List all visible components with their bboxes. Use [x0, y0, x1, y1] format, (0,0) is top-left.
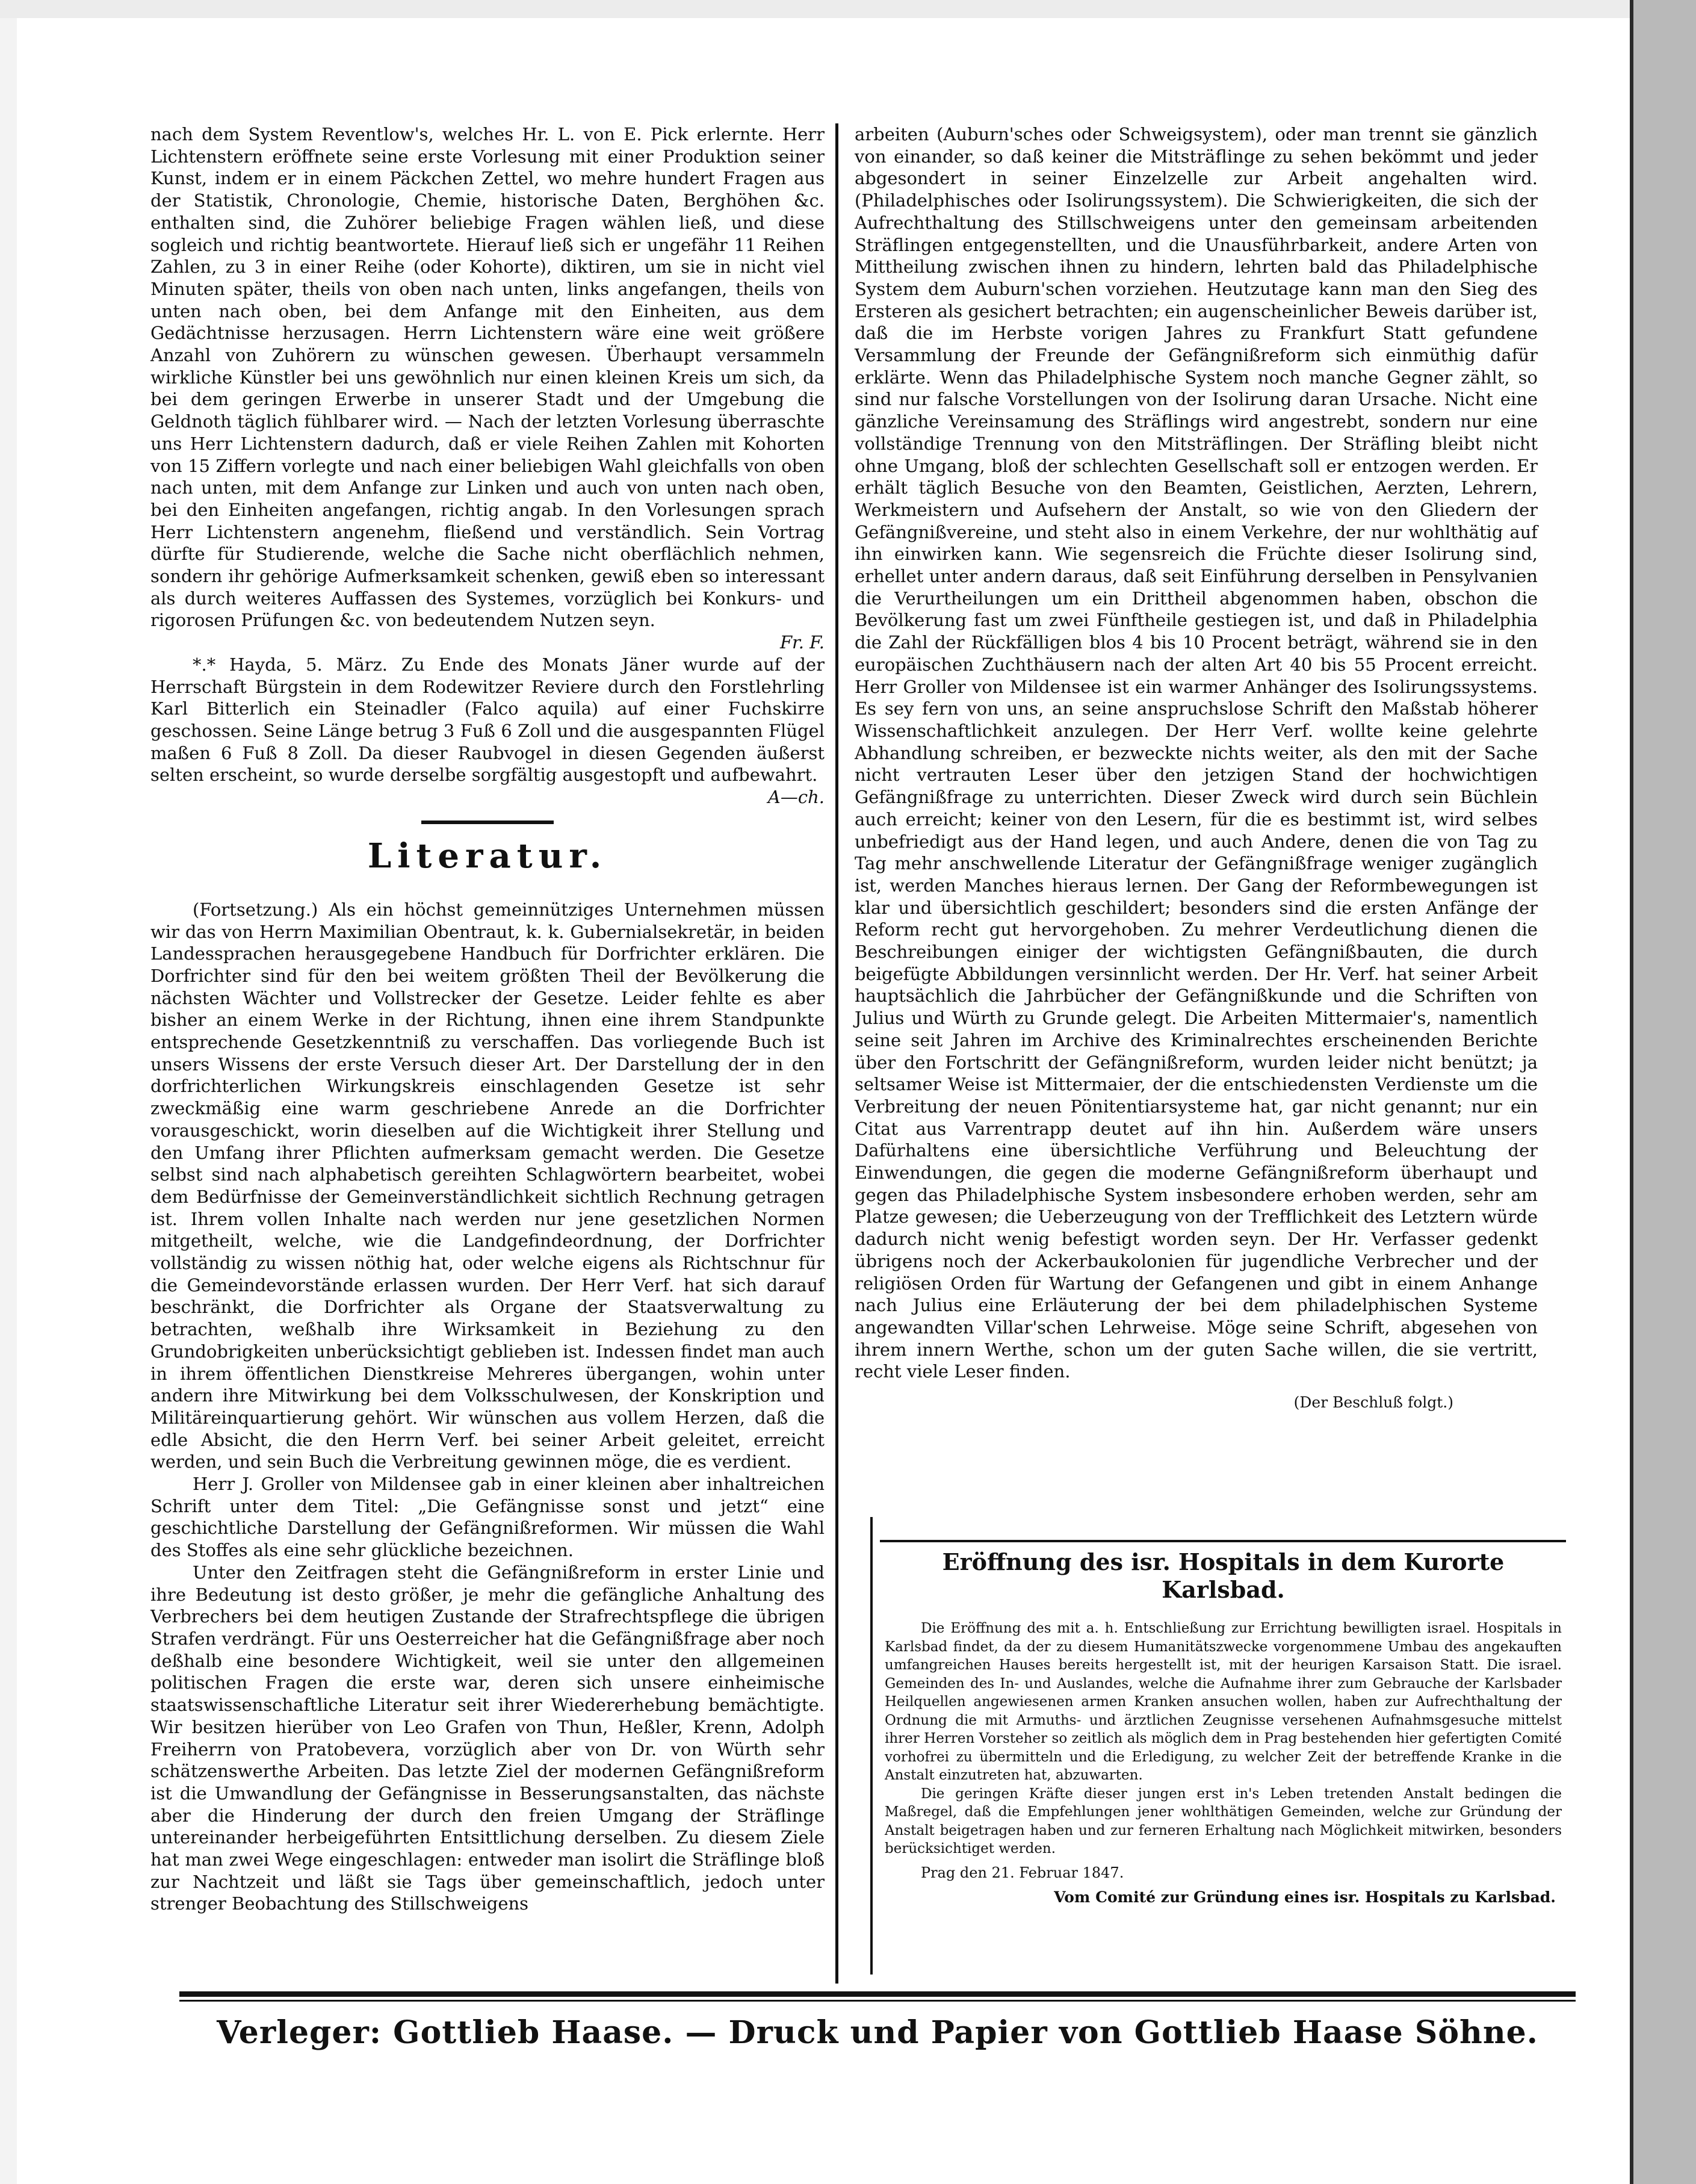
notice-paragraph: Die geringen Kräfte dieser jungen erst in's Leben tretenden Anstalt bedingen die Maßregel, daß die Empfehlungen jener wohlthätigen Gemeinden, welche zur Gründung der Anstalt beigetragen haben und zur ferneren Erhaltung nach Möglichkeit mitwirken, besonders berücksichtiget werden.	[885, 1785, 1562, 1857]
notice-left-rule	[870, 1517, 873, 1975]
hospital-notice	[885, 1548, 1562, 1906]
footer-rule-thick	[179, 1991, 1576, 1997]
article-continuation: nach dem System Reventlow's, welches Hr. L. von E. Pick erlernte. Herr Lichtenstern eröffnete seine erste Vorlesung mit einer Produktion seiner Kunst, indem er in einem Päckchen Zettel, wo mehre hundert Fragen aus der Statistik, Chronologie, Chemie, historische Daten, Berghöhen &c. enthalten sind, die Zuhörer beliebige Fragen wählen ließ, und diese sogleich und richtig beantwortete. Hierauf ließ sich er ungefähr 11 Reihen Zahlen, zu 3 in einer Reihe (oder Kohorte), diktiren, um sie in nicht viel Minuten später, theils von oben nach unten, links angefangen, theils von unten nach oben, bei dem Anfange mit den Einheiten, aus dem Gedächtnisse herzusagen. Herrn Lichtenstern wäre eine weit größere Anzahl von Zuhörern zu wünschen gewesen. Überhaupt versammeln wirkliche Künstler bei uns gewöhnlich nur einen kleinen Kreis um sich, da bei dem geringen Erwerbe in unserer Stadt und der Umgebung die Geldnoth täglich fühlbarer wird. — Nach der letzten Vorlesung überraschte uns Herr Lichtenstern dadurch, daß er viele Reihen Zahlen mit Kohorten von 15 Ziffern vorlegte und nach einer beliebigen Wahl gleichfalls von oben nach unten, mit dem Anfange zur Linken und auch von unten nach oben, bei den Einheiten angefangen, richtig angab. In den Vorlesungen sprach Herr Lichtenstern angenehm, fließend und verständlich. Sein Vortrag dürfte für Studierende, welche die Sache nicht oberflächlich nehmen, sondern ihr gehörige Aufmerksamkeit schenken, gewiß eben so interessant als durch weiteres Auffassen des Systemes, vorzüglich bei Konkurs- und rigorosen Prüfungen &c. von bedeutendem Nutzen seyn.	[150, 124, 825, 631]
scan-right-margin	[1630, 0, 1696, 2184]
literatur-continuation: arbeiten (Auburn'sches oder Schweigsystem), oder man trennt sie gänzlich von einander, so daß keiner die Mitsträflinge zu sehen bekömmt und jeder abgesondert in seiner Einzelzelle zur Arbeit angehalten wird. (Philadelphisches oder Isolirungssystem). Die Schwierigkeiten, die sich der Aufrechthaltung des Stillschweigens unter den gemeinsam arbeitenden Sträflingen entgegenstellten, und die Unausführbarkeit, andere Arten von Mittheilung zwischen ihnen zu hindern, lehrten bald das Philadelphische System dem Auburn'schen vorziehen. Heutzutage kann man den Sieg des Ersteren als gesichert betrachten; ein augenscheinlicher Beweis darüber ist, daß die im Herbste vorigen Jahres zu Frankfurt Statt gefundene Versammlung der Freunde der Gefängnißreform sich einmüthig dafür erklärte. Wenn das Philadelphische System noch manche Gegner zählt, so sind nur falsche Vorstellungen von der Isolirung daran Ursache. Nicht eine gänzliche Vereinsamung des Sträflings wird angestrebt, sondern nur eine vollständige Trennung von den Mitsträflingen. Der Sträfling bleibt nicht ohne Umgang, bloß der schlechten Gesellschaft soll er entzogen werden. Er erhält täglich Besuche von den Beamten, Geistlichen, Aerzten, Lehrern, Werkmeistern und Aufsehern der Anstalt, so wie von den Gliedern der Gefängnißvereine, und steht also in einem Verkehre, der nur wohlthätig auf ihn einwirken kann. Wie segensreich die Früchte dieser Isolirung sind, erhellet unter andern daraus, daß seit Einführung derselben in Pensylvanien die Verurtheilungen um ein Drittheil abgenommen haben, obschon die Bevölkerung fast um zwei Fünftheile gestiegen ist, und daß in Philadelphia die Zahl der Rückfälligen blos 4 bis 10 Procent beträgt, während sie in den europäischen Zuchthäusern nach der alten Art 40 bis 55 Procent erreicht. Herr Groller von Mildensee ist ein warmer Anhänger des Isolirungssystems. Es sey fern von uns, an seine anspruchslose Schrift den Maßstab höherer Wissenschaftlichkeit anzulegen. Der Herr Verf. wollte keine gelehrte Abhandlung schreiben, er bezweckte nichts weiter, als den mit der Sache nicht vertrauten Leser über den jetzigen Stand der hochwichtigen Gefängnißfrage zu unterrichten. Dieser Zweck wird durch sein Büchlein auch erreicht; keiner von den Lesern, für die es bestimmt ist, wird selbes unbefriedigt aus der Hand legen, und auch Andere, denen die von Tag zu Tag mehr anschwellende Literatur der Gefängnißfrage weniger zugänglich ist, werden Manches hieraus lernen. Der Gang der Reformbewegungen ist klar und übersichtlich geschildert; besonders sind die ersten Anfänge der Reform recht gut hervorgehoben. Zu mehrer Verdeutlichung dienen die Beschreibungen einiger der wichtigsten Gefängnißbauten, die durch beigefügte Abbildungen versinnlicht werden. Der Hr. Verf. hat seiner Arbeit hauptsächlich die Jahrbücher der Gefängnißkunde und die Schriften von Julius und Würth zu Grunde gelegt. Die Arbeiten Mittermaier's, namentlich seine seit Jahren im Archive des Kriminalrechtes erscheinenden Berichte über den Fortschritt der Gefängnißreform, wurden leider nicht benützt; ja seltsamer Weise ist Mittermaier, der die entschiedensten Verdienste um die Verbreitung der neuen Pönitentiarsysteme hat, gar nicht genannt; nur ein Citat aus Varrentrapp deutet auf ihn hin. Außerdem wäre unsers Dafürhaltens eine übersichtliche Verführung und Beleuchtung der Einwendungen, die gegen die moderne Gefängnißreform überhaupt und gegen das Philadelphische System insbesondere erhoben werden, sehr am Platze gewesen; die Ueberzeugung von der Trefflichkeit des Letztern würde dadurch nicht wenig befestigt worden seyn. Der Hr. Verfasser gedenkt übrigens noch der Ackerbaukolonien für jugendliche Verbrecher und der religiösen Orden für Wartung der Gefangenen und gibt in einem Anhange nach Julius eine Erläuterung der bei dem philadelphischen Systeme angewandten Villar'schen Lehrweise. Möge seine Schrift, abgesehen von ihrem innern Werthe, schon um der guten Sache willen, die sie vertritt, recht viele Leser finden.	[855, 124, 1538, 1382]
notice-date: Prag den 21. Februar 1847.	[921, 1864, 1124, 1881]
news-item-hayda: *.* Hayda, 5. März. Zu Ende des Monats Jäner wurde auf der Herrschaft Bürgstein in dem Rodewitzer Reviere durch den Forstlehrling Karl Bitterlich ein Steinadler (Falco aquila) auf einer Fuchskirre geschossen. Seine Länge betrug 3 Fuß 6 Zoll und die ausgespannten Flügel maßen 6 Fuß 8 Zoll. Da dieser Raubvogel in diesen Gegenden äußerst selten erscheint, so wurde derselbe sorgfältig ausgestopft und aufbewahrt.	[150, 654, 825, 786]
column-divider	[835, 123, 838, 1984]
notice-top-rule	[880, 1540, 1566, 1542]
scan-top-margin	[0, 0, 1696, 18]
publisher-footer: Verleger: Gottlieb Haase. — Druck und Papier von Gottlieb Haase Söhne.	[217, 2014, 1538, 2051]
notice-title: Eröffnung des isr. Hospitals in dem Kurorte Karlsbad.	[942, 1548, 1505, 1603]
literatur-paragraph: Herr J. Groller von Mildensee gab in einer kleinen aber inhaltreichen Schrift unter dem Titel: „Die Gefängnisse sonst und jetzt“ eine geschichtliche Darstellung der Gefängnißreformen. Wir müssen die Wahl des Stoffes als eine sehr glückliche bezeichnen.	[150, 1474, 825, 1561]
right-column	[855, 123, 1538, 1411]
article-signature: Fr. F.	[779, 632, 825, 653]
literatur-paragraph: (Fortsetzung.) Als ein höchst gemeinnütziges Unternehmen müssen wir das von Herrn Maximilian Obentraut, k. k. Gubernialsekretär, in beiden Landessprachen herausgegebene Handbuch für Dorfrichter erklären. Die Dorfrichter sind für den bei weitem größten Theil der Bevölkerung die nächsten Wächter und Vollstrecker der Gesetze. Leider fehlte es aber bisher an einem Werke in der Richtung, ihnen eine ihrem Standpunkte entsprechende Gesetzkenntniß zu verschaffen. Das vorliegende Buch ist unsers Wissens der erste Versuch dieser Art. Der Darstellung der in den dorfrichterlichen Wirkungskreis einschlagenden Gesetze ist sehr zweckmäßig eine warm geschriebene Anrede an die Dorfrichter vorausgeschickt, worin dieselben auf die Wichtigkeit ihrer Stellung und den Umfang ihrer Pflichten aufmerksam gemacht werden. Die Gesetze selbst sind nach alphabetisch gereihten Schlagwörtern bearbeitet, wobei dem Bedürfnisse der Gemeinverständlichkeit sichtlich Rechnung getragen ist. Ihrem vollen Inhalte nach werden nur jene gesetzlichen Normen mitgetheilt, welche, wie die Landgefindeordnung, der Dorfrichter vollständig zu wissen nöthig hat, oder welche eigens als Richtschnur für die Gemeindevorstände erlassen wurden. Der Herr Verf. hat sich darauf beschränkt, die Dorfrichter als Organe der Staatsverwaltung zu betrachten, weßhalb ihre Wirksamkeit in Beziehung zu den Grundobrigkeiten unberücksichtigt geblieben ist. Indessen findet man auch in ihrem öffentlichen Dienstkreise Mehreres übergangen, wohin unter andern ihre Mitwirkung bei dem Volksschulwesen, der Konskription und Militäreinquartierung gehört. Wir wünschen aus vollem Herzen, daß die edle Absicht, die den Herrn Verf. bei seiner Arbeit geleitet, erreicht werden, und sein Buch die Verbreitung gewinnen möge, die es verdient.	[150, 899, 825, 1472]
news-item-signature: A—ch.	[767, 787, 825, 808]
scan-left-margin	[0, 18, 17, 2184]
notice-paragraph: Die Eröffnung des mit a. h. Entschließung zur Errichtung bewilligten israel. Hospitals in Karlsbad findet, da der zu diesem Humanitätszwecke vorgenommene Umbau des angekauften umfangreichen Hauses bereits hergestellt ist, mit der heurigen Karsaison Statt. Die israel. Gemeinden des In- und Auslandes, welche die Aufnahme ihrer zum Gebrauche der Karlsbader Heilquellen angewiesenen armen Kranken ansuchen wollen, haben zur Aufrechthaltung der Ordnung die mit Armuths- und ärztlichen Zeugnisse versehenen Aufnahmsgesuche mittelst ihrer Herren Vorsteher so zeitlich als möglich dem in Prag bestehenden hier gefertigten Comité vorhofrei zu übermitteln und die Erledigung, zu welcher Zeit der betreffende Kranke in die Anstalt einzutreten hat, abzuwarten.	[885, 1621, 1562, 1783]
scan-page-edge	[1630, 0, 1633, 2184]
section-title-literatur: Literatur.	[367, 836, 608, 876]
footer-rule-thin	[179, 2000, 1576, 2002]
section-divider	[421, 821, 554, 824]
left-column	[150, 123, 825, 1915]
continued-note: (Der Beschluß folgt.)	[1293, 1394, 1453, 1412]
notice-signature: Vom Comité zur Gründung eines isr. Hospitals zu Karlsbad.	[1054, 1888, 1556, 1906]
literatur-paragraph: Unter den Zeitfragen steht die Gefängnißreform in erster Linie und ihre Bedeutung ist desto größer, je mehr die gefängliche Anhaltung des Verbrechers bei dem heutigen Zustande der Strafrechtspflege die übrigen Strafen verdrängt. Für uns Oesterreicher hat die Gefängnißfrage aber noch deßhalb eine besondere Wichtigkeit, weil sie unter den allgemeinen politischen Fragen die erste war, deren sich unsere einheimische staatswissenschaftliche Literatur seit ihrer Wiedererhebung bemächtigte. Wir besitzen hierüber von Leo Grafen von Thun, Heßler, Krenn, Adolph Freiherrn von Pratobevera, vorzüglich aber von Dr. von Würth sehr schätzenswerthe Arbeiten. Das letzte Ziel der modernen Gefängnißreform ist die Umwandlung der Gefängnisse in Besserungsanstalten, das nächste aber die Hinderung der durch den freien Umgang der Sträflinge untereinander herbeigeführten Entsittlichung derselben. Zu diesem Ziele hat man zwei Wege eingeschlagen: entweder man isolirt die Sträflinge bloß zur Nachtzeit und läßt sie Tags über gemeinschaftlich, jedoch unter strenger Beobachtung des Stillschweigens	[150, 1562, 825, 1914]
